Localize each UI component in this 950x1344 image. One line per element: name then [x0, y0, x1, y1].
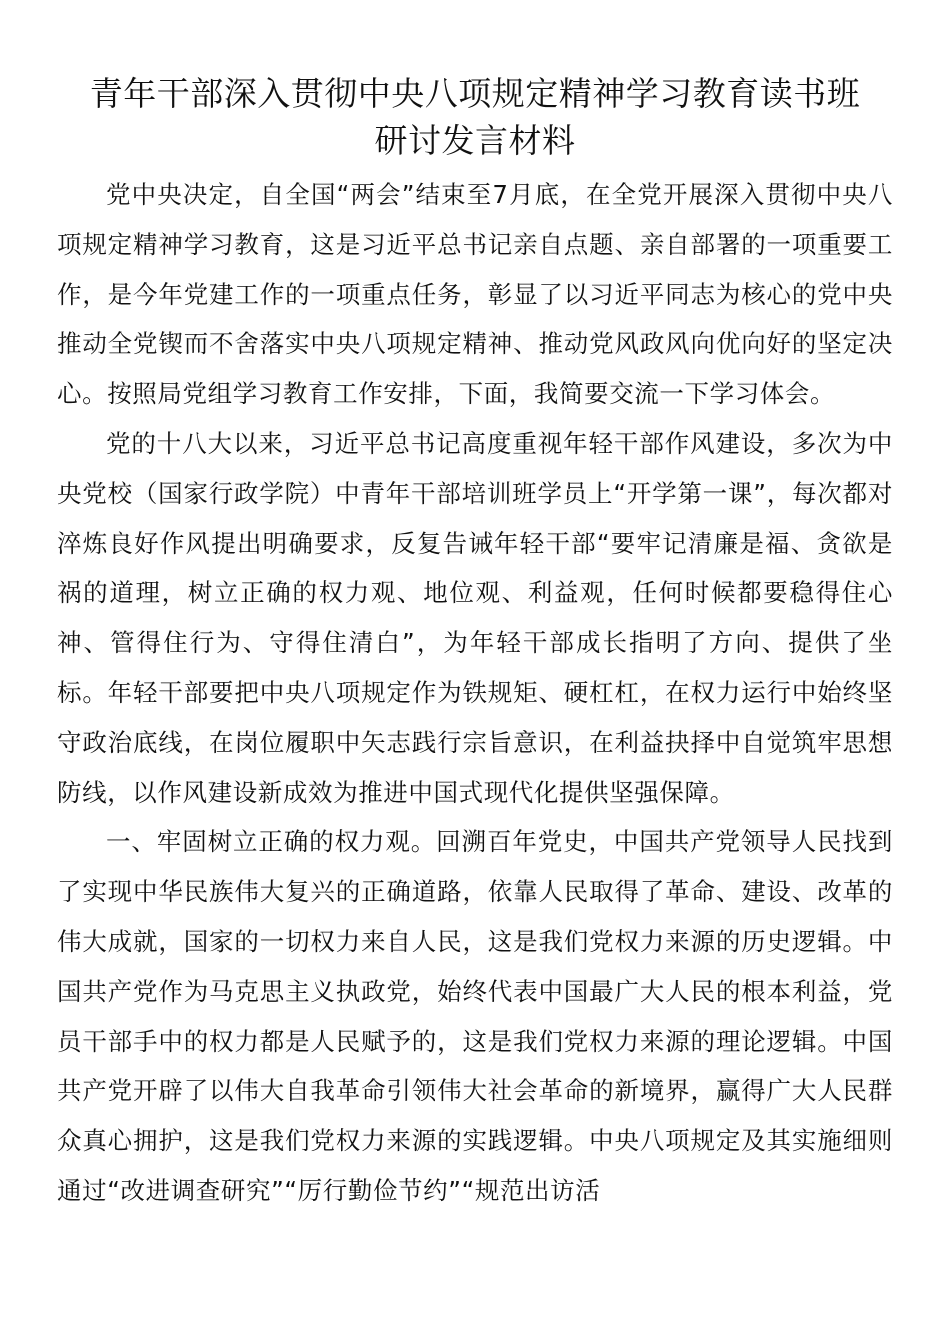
paragraph-background: 党的十八大以来，习近平总书记高度重视年轻干部作风建设，多次为中央党校（国家行政学院）中青年干部培训班学员上“开学第一课”，每次都对淬炼良好作风提出明确要求，反复告诫年轻干部“要牢记清廉是福、贪欲是祸的道理，树立正确的权力观、地位观、利益观，任何时候都要稳得住心神、管得住行为、守得住清白”，为年轻干部成长指明了方向、提供了坐标。年轻干部要把中央八项规定作为铁规矩、硬杠杠，在权力运行中始终坚守政治底线，在岗位履职中矢志践行宗旨意识，在利益抉择中自觉筑牢思想防线，以作风建设新成效为推进中国式现代化提供坚强保障。 [57, 428, 893, 807]
document-page [57, 70, 893, 1216]
paragraph-section-one: 一、牢固树立正确的权力观。回溯百年党史，中国共产党领导人民找到了实现中华民族伟大复兴的正确道路，依靠人民取得了革命、建设、改革的伟大成就，国家的一切权力来自人民，这是我们党权力来源的历史逻辑。中国共产党作为马克思主义执政党，始终代表中国最广大人民的根本利益，党员干部手中的权力都是人民赋予的，这是我们党权力来源的理论逻辑。中国共产党开辟了以伟大自我革命引领伟大社会革命的新境界，赢得广大人民群众真心拥护，这是我们党权力来源的实践逻辑。中央八项规定及其实施细则通过“改进调查研究”“厉行勤俭节约”“规范出访活 [57, 827, 893, 1205]
title-line-2: 研讨发言材料 [374, 121, 576, 160]
document-body [57, 170, 893, 1216]
title-line-1: 青年干部深入贯彻中央八项规定精神学习教育读书班 [89, 74, 861, 113]
document-title [57, 70, 893, 164]
paragraph-intro: 党中央决定，自全国“两会”结束至7月底，在全党开展深入贯彻中央八项规定精神学习教育，这是习近平总书记亲自点题、亲自部署的一项重要工作，是今年党建工作的一项重点任务，彰显了以习近平同志为核心的党中央推动全党锲而不舍落实中央八项规定精神、推动党风政风向优向好的坚定决心。按照局党组学习教育工作安排，下面，我简要交流一下学习体会。 [57, 180, 893, 409]
